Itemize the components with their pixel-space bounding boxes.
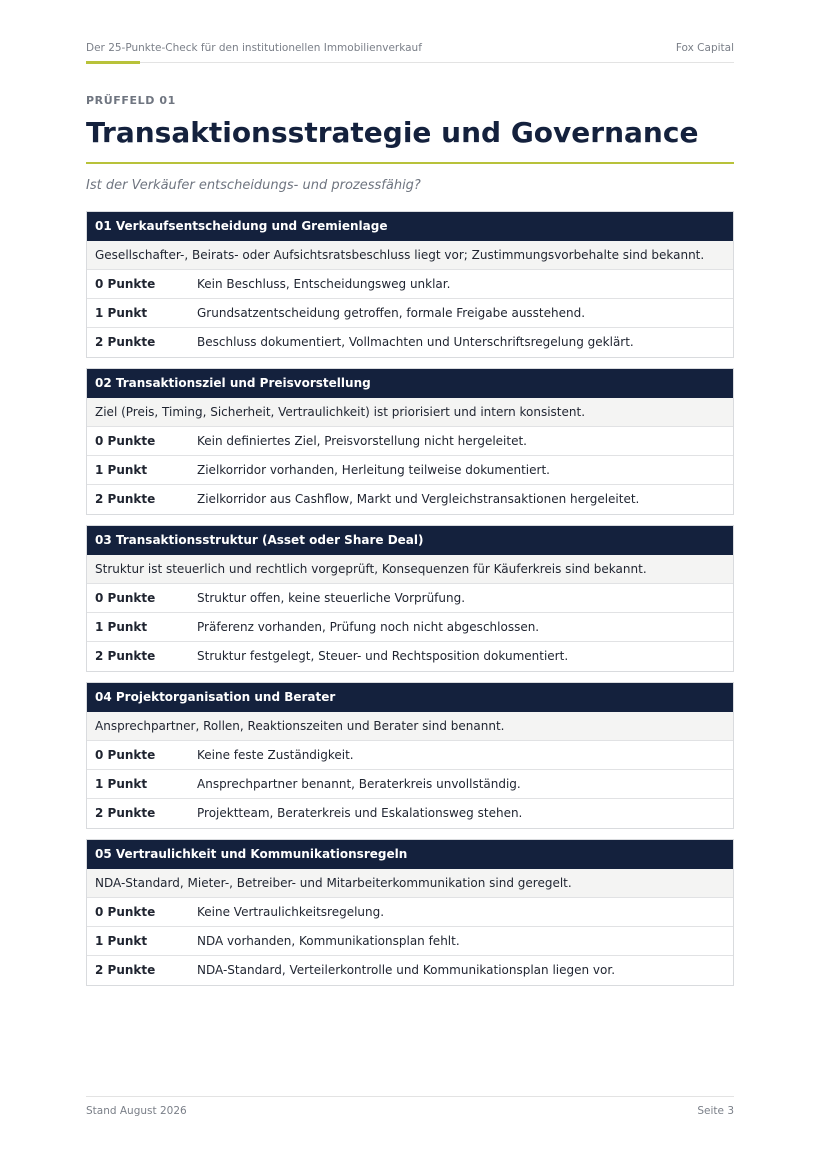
score-text: Ansprechpartner benannt, Beraterkreis unvollständig. xyxy=(197,777,521,791)
score-text: Beschluss dokumentiert, Vollmachten und Unterschriftsregelung geklärt. xyxy=(197,335,634,349)
header-accent-line xyxy=(86,61,140,64)
score-text: Projektteam, Beraterkreis und Eskalationsweg stehen. xyxy=(197,806,523,820)
score-text: Zielkorridor aus Cashflow, Markt und Vergleichstransaktionen hergeleitet. xyxy=(197,492,640,506)
criterion-heading: 04 Projektorganisation und Berater xyxy=(87,683,733,712)
score-points: 0 Punkte xyxy=(95,905,156,919)
score-row xyxy=(87,741,733,770)
score-text: Kein definiertes Ziel, Preisvorstellung nicht hergeleitet. xyxy=(197,434,527,448)
section-subtitle: Ist der Verkäufer entscheidungs- und prozessfähig? xyxy=(86,178,421,193)
score-row xyxy=(87,485,733,514)
score-points: 1 Punkt xyxy=(95,463,148,477)
score-row xyxy=(87,927,733,956)
company-name: Fox Capital xyxy=(675,42,734,54)
criterion-description: Struktur ist steuerlich und rechtlich vorgeprüft, Konsequenzen für Käuferkreis sind bekannt. xyxy=(87,555,733,584)
score-points: 0 Punkte xyxy=(95,748,156,762)
page-footer xyxy=(86,1096,734,1118)
page-header xyxy=(86,42,734,63)
page-number: Seite 3 xyxy=(697,1105,734,1117)
score-row xyxy=(87,299,733,328)
criterion-block xyxy=(86,368,734,515)
criterion-description: Ansprechpartner, Rollen, Reaktionszeiten und Berater sind benannt. xyxy=(87,712,733,741)
score-text: Struktur festgelegt, Steuer- und Rechtsposition dokumentiert. xyxy=(197,649,569,663)
criterion-heading: 03 Transaktionsstruktur (Asset oder Share Deal) xyxy=(87,526,733,555)
score-row xyxy=(87,799,733,828)
score-text: Zielkorridor vorhanden, Herleitung teilweise dokumentiert. xyxy=(197,463,550,477)
score-row xyxy=(87,642,733,671)
score-points: 2 Punkte xyxy=(95,963,156,977)
score-text: Grundsatzentscheidung getroffen, formale Freigabe ausstehend. xyxy=(197,306,586,320)
document-title: Der 25-Punkte-Check für den institutionellen Immobilienverkauf xyxy=(86,42,422,54)
section-eyebrow: PRÜFFELD 01 xyxy=(86,94,176,107)
score-row xyxy=(87,427,733,456)
score-text: NDA-Standard, Verteilerkontrolle und Kommunikationsplan liegen vor. xyxy=(197,963,616,977)
score-text: Struktur offen, keine steuerliche Vorprüfung. xyxy=(197,591,466,605)
score-points: 2 Punkte xyxy=(95,492,156,506)
score-row xyxy=(87,770,733,799)
score-points: 0 Punkte xyxy=(95,591,156,605)
score-row xyxy=(87,613,733,642)
score-text: Keine Vertraulichkeitsregelung. xyxy=(197,905,385,919)
score-points: 1 Punkt xyxy=(95,306,148,320)
score-points: 2 Punkte xyxy=(95,335,156,349)
score-text: Keine feste Zuständigkeit. xyxy=(197,748,354,762)
score-points: 1 Punkt xyxy=(95,777,148,791)
score-points: 2 Punkte xyxy=(95,806,156,820)
criterion-heading: 02 Transaktionsziel und Preisvorstellung xyxy=(87,369,733,398)
title-divider xyxy=(86,162,734,164)
score-points: 1 Punkt xyxy=(95,620,148,634)
criterion-block xyxy=(86,525,734,672)
document-date: Stand August 2026 xyxy=(86,1105,187,1117)
criterion-block xyxy=(86,682,734,829)
criterion-description: Ziel (Preis, Timing, Sicherheit, Vertraulichkeit) ist priorisiert und intern konsistent. xyxy=(87,398,733,427)
score-text: Präferenz vorhanden, Prüfung noch nicht abgeschlossen. xyxy=(197,620,540,634)
score-row xyxy=(87,584,733,613)
score-text: Kein Beschluss, Entscheidungsweg unklar. xyxy=(197,277,451,291)
score-points: 2 Punkte xyxy=(95,649,156,663)
criteria-list xyxy=(86,211,734,996)
score-text: NDA vorhanden, Kommunikationsplan fehlt. xyxy=(197,934,460,948)
score-row xyxy=(87,456,733,485)
criterion-heading: 01 Verkaufsentscheidung und Gremienlage xyxy=(87,212,733,241)
score-row xyxy=(87,270,733,299)
score-points: 0 Punkte xyxy=(95,434,156,448)
criterion-block xyxy=(86,211,734,358)
score-row xyxy=(87,956,733,985)
criterion-description: NDA-Standard, Mieter-, Betreiber- und Mitarbeiterkommunikation sind geregelt. xyxy=(87,869,733,898)
criterion-block xyxy=(86,839,734,986)
criterion-description: Gesellschafter-, Beirats- oder Aufsichtsratsbeschluss liegt vor; Zustimmungsvorbehalte sind bekannt. xyxy=(87,241,733,270)
section-title: Transaktionsstrategie und Governance xyxy=(86,116,699,149)
criterion-heading: 05 Vertraulichkeit und Kommunikationsregeln xyxy=(87,840,733,869)
score-row xyxy=(87,898,733,927)
score-row xyxy=(87,328,733,357)
score-points: 0 Punkte xyxy=(95,277,156,291)
score-points: 1 Punkt xyxy=(95,934,148,948)
